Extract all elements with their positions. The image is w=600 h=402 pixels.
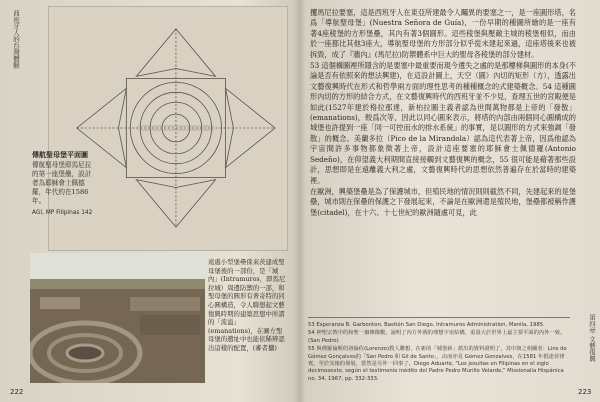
page-number-left: 222 (10, 388, 24, 396)
paragraph-1: 攫馬尼拉要塞，這是西班牙人在東亞所建最令人矚異的要塞之一，是一座圓形塔，名爲「導航聖母堡」(Nuestra Señora de Guía)，一份早期的種圖所繪的是一座有著4座稜堡的方形堡壘，其內有著3個圓形。這些稜堡與壓敵主城的稜堡相似，而由於一座都比其他3座大，導航聖母堡的方形部分似乎從未建起來過，這座塔後來也被拆毀，成了『牆內』(馬尼拉)防禦體系中巨大的聖母各稜堡的部分建材。 (310, 8, 576, 59)
caption-source: AGI, MP Filipinas 142 (32, 210, 93, 216)
footnote-55: 55 與佛羅倫斯的洛倫佐(Lorenzo)教人聯想，在新的「城堡新」派出的資料證明了，其中與之相關者：Lins de Gómez Gonçalves的「San Pedro 和 Gil de Santo」，由而亦見 Gómez Gonzalves，在1581 年抵達菲律賓，至於其後的發展，當然是另外一回事了。Diego Aduarte, "Los jesuitas en Filipinas en el siglo decimosexto, según el testimonio inédito del Padre Pedro Murillo Velarde," Missionalia Hispánica no. 34, 1967, pp. 332-333. (308, 346, 567, 382)
footnote-54: 54 神聖宗教中的和聖一個佛像數，說明了內方外圓的理想宇宙結構，重量大於世界上最主要平面的內外一致。(San Pedro) (308, 330, 566, 344)
figure-caption-top (32, 150, 94, 218)
running-head-left: 西班牙人的台灣體驗 (12, 10, 20, 69)
ruins-photo-drawing (30, 253, 205, 383)
page-number-right: 223 (578, 388, 592, 396)
footnotes (308, 317, 570, 384)
body-text (310, 8, 576, 219)
caption-text: 傳航聖母堡即馬尼拉的第一座堡壘，設計者為耶穌會士佩德羅，年代約在1586年。 (32, 161, 92, 205)
caption-title: 傳航聖母堡平面圖 (32, 150, 88, 159)
running-head-right: 第四章 文藝復興 (588, 314, 596, 362)
footnote-53: 53 Esperanza B. Garbonton, Bastión San Diego, Intramuros Administration, Manila, 1985. (308, 322, 545, 328)
figure-caption-bottom: 遠處小型堡壘係來茨建成聖母堡後的一部份，是「城內」(Intramuros，即馬尼拉城）周邊防禦的一部，和聖母堡的圓形有著奇特的同心圓構造，令人聯想起文藝復興時期的建築思想中所謂的「流溢」(emanations)，在圖左聖母堡的遺址中也能依稀辨認出這樣的配置，(審者攝) (208, 258, 286, 352)
paragraph-2: 53 這個構圖裡所隱含的是要塞中最重要而現今遺失之處的是那樓梯與圓形的本身(不論是否有依照來的想法興建)，在這設計圖上，天空（圓）內切的矩形（方），透露出文藝復興時代在形式和哲學兩方面的理性思考的種種概念的式建築概念。54 這種圓形內切的方形的結合方式，在文藝復興時代的西班牙並不少見，查理五世的宮殿便是如此(1527年建於格拉那達，新柏拉圖主義者認為世間萬物都是上帝的「發散」(emanations)，較爲次等，因此以同心圓來表示，將塔的內部由兩個同心圓構成的城堡也許提到一座「同一可控而水的排水系統」的事實，是以圓形的方式來強調「發散」的概念。美蘭多拉（Pico de la Mirandola）認為這代表著上帝，因爲他認為宇宙間許多事物都象徵著上帝，設計這座要塞的耶穌會士佩德羅(Antonio Sedeño)，在仰望義大利期間直接接觸到文藝復興的概念，55 很可能是藉著那些設計，思想即是在遠離義大利之處，文藝復興時代的思想依然普遍存在於當時的建築裡。 (310, 61, 576, 185)
ruins-photo (30, 253, 205, 383)
right-page (302, 0, 600, 402)
paragraph-3: 在歐洲，興築堡壘是為了保護城市，但殖民地的情況則則截然不同，先建起來的是堡壘，城市則在保壘的保護之下發展起來，不論是在歐洲還是殖民地，堡壘都被稱作護堡(citadel)，在十六、十七世紀的歐洲隨處可見，此 (310, 186, 576, 217)
left-page (0, 0, 298, 402)
